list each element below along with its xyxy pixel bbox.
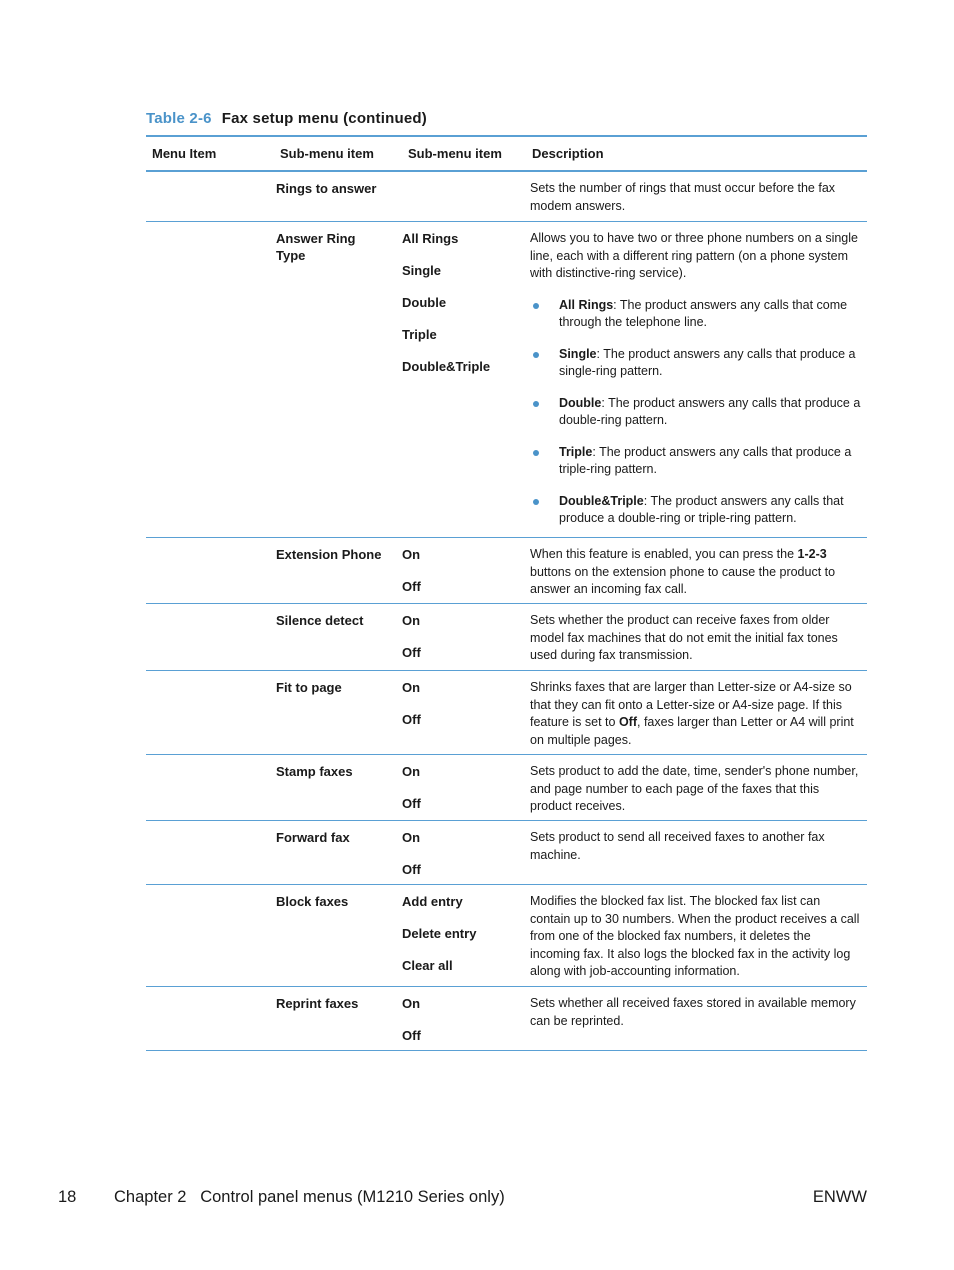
desc-part: When this feature is enabled, you can press the	[530, 547, 798, 561]
sub-menu-item: Rings to answer	[276, 181, 377, 196]
bullet-term: Double	[559, 395, 602, 410]
menu-item-cell	[146, 885, 274, 989]
header-description: Description	[532, 146, 604, 161]
bullet-text: : The product answers any calls that come through the telephone line.	[559, 297, 848, 329]
description-text	[530, 679, 861, 749]
page-number: 18	[58, 1188, 77, 1206]
footer-locale: ENWW	[812, 1188, 867, 1206]
sub-menu-options	[402, 671, 526, 754]
chapter-title: Chapter 2 Control panel menus (M1210 Series only)	[114, 1188, 505, 1206]
option: On	[402, 680, 421, 695]
option: All Rings	[402, 231, 459, 246]
header-sub-menu-item-1: Sub-menu item	[280, 146, 374, 161]
menu-item-cell	[146, 671, 274, 754]
option: Double	[402, 295, 447, 310]
option: Delete entry	[402, 926, 477, 941]
table-row	[146, 538, 867, 604]
bullet-list	[530, 297, 861, 528]
menu-item-cell	[146, 987, 274, 1059]
option: Off	[402, 1028, 421, 1043]
bullet-text: : The product answers any calls that produce a single-ring pattern.	[559, 346, 856, 378]
desc-part: Shrinks faxes that are larger than Letter-size or A4-size so that they can fit onto a Letter-size or A4-size page. If this feature is set to	[530, 680, 852, 729]
sub-menu-options	[402, 755, 526, 827]
sub-menu-item: Fit to page	[276, 680, 342, 695]
sub-menu-item: Silence detect	[276, 613, 364, 628]
option: Off	[402, 645, 421, 660]
header-sub-menu-item-2: Sub-menu item	[408, 146, 502, 161]
list-item	[530, 395, 861, 430]
option: Off	[402, 862, 421, 877]
option: On	[402, 613, 421, 628]
desc-emphasis: 1-2-3	[797, 547, 827, 561]
desc-part: buttons on the extension phone to cause the product to answer an incoming fax call.	[530, 564, 836, 596]
sub-menu-options	[402, 885, 526, 989]
bullet-term: Double&Triple	[559, 493, 644, 508]
bullet-icon	[533, 401, 539, 407]
sub-menu-item: Stamp faxes	[276, 764, 353, 779]
fax-setup-table	[146, 135, 867, 1051]
description	[526, 755, 867, 827]
header-menu-item: Menu Item	[152, 146, 217, 161]
table-number: Table 2-6	[146, 110, 212, 127]
bullet-icon	[533, 450, 539, 456]
table-row	[146, 671, 867, 755]
description-text: Sets whether all received faxes stored in available memory can be reprinted.	[530, 996, 856, 1028]
list-item	[530, 444, 861, 479]
sub-menu-item: Answer Ring Type	[276, 231, 356, 263]
option: On	[402, 547, 421, 562]
table-row	[146, 885, 867, 987]
description-text: Sets the number of rings that must occur before the fax modem answers.	[530, 181, 836, 213]
bullet-text: : The product answers any calls that produce a triple-ring pattern.	[559, 444, 852, 476]
description	[526, 172, 867, 221]
list-item	[530, 493, 861, 528]
menu-item-cell	[146, 172, 274, 221]
description-text: Modifies the blocked fax list. The blocked fax list can contain up to 30 numbers. When the product receives a call from one of the blocked fax numbers, it deletes the incoming fax. It also logs the blocked fax in the activity log along with job-accounting information.	[530, 894, 860, 978]
table-row	[146, 172, 867, 222]
option: Double&Triple	[402, 359, 491, 374]
option: On	[402, 996, 421, 1011]
option: Add entry	[402, 894, 463, 909]
description	[526, 604, 867, 676]
option: Single	[402, 263, 442, 278]
sub-menu-options	[402, 172, 526, 221]
option: Triple	[402, 327, 437, 342]
sub-menu-options	[402, 222, 526, 537]
description	[526, 222, 867, 537]
menu-item-cell	[146, 755, 274, 827]
list-item	[530, 297, 861, 332]
sub-menu-options	[402, 987, 526, 1059]
menu-item-cell	[146, 538, 274, 610]
description	[526, 538, 867, 610]
bullet-icon	[533, 352, 539, 358]
table-header-row	[146, 137, 867, 172]
sub-menu-options	[402, 604, 526, 676]
table-caption	[146, 110, 427, 127]
table-title: Fax setup menu (continued)	[221, 110, 427, 127]
bullet-term: Single	[559, 346, 597, 361]
description	[526, 987, 867, 1059]
option: Clear all	[402, 958, 453, 973]
bullet-icon	[533, 499, 539, 505]
description-text: Sets product to send all received faxes to another fax machine.	[530, 830, 825, 862]
list-item	[530, 346, 861, 381]
desc-emphasis: Off	[618, 715, 637, 729]
desc-part: , faxes larger than Letter or A4 will print on multiple pages.	[530, 715, 854, 747]
description-text: Sets product to add the date, time, sender's phone number, and page number to each page of the faxes that this product receives.	[530, 764, 859, 813]
option: Off	[402, 796, 421, 811]
option: On	[402, 764, 421, 779]
sub-menu-item: Block faxes	[276, 894, 349, 909]
sub-menu-item: Forward fax	[276, 830, 350, 845]
table-row	[146, 604, 867, 671]
sub-menu-options	[402, 821, 526, 893]
table-row	[146, 987, 867, 1051]
menu-item-cell	[146, 222, 274, 537]
option: Off	[402, 579, 421, 594]
sub-menu-options	[402, 538, 526, 610]
table-row	[146, 222, 867, 538]
description	[526, 885, 867, 989]
sub-menu-item: Reprint faxes	[276, 996, 359, 1011]
sub-menu-item: Extension Phone	[276, 547, 382, 562]
table-row	[146, 821, 867, 885]
option: Off	[402, 712, 421, 727]
bullet-icon	[533, 303, 539, 309]
description-text	[530, 546, 861, 599]
bullet-text: : The product answers any calls that produce a double-ring pattern.	[559, 395, 861, 427]
menu-item-cell	[146, 821, 274, 893]
option: On	[402, 830, 421, 845]
description-text: Allows you to have two or three phone numbers on a single line, each with a different ring pattern (on a phone system with distinctive-ring service).	[530, 231, 858, 280]
bullet-term: Triple	[559, 444, 593, 459]
bullet-term: All Rings	[559, 297, 614, 312]
description	[526, 821, 867, 893]
description	[526, 671, 867, 754]
description-text: Sets whether the product can receive faxes from older model fax machines that do not emit the initial fax tones used during fax transmission.	[530, 613, 838, 662]
table-row	[146, 755, 867, 821]
bullet-text: : The product answers any calls that produce a double-ring or triple-ring pattern.	[559, 493, 844, 525]
menu-item-cell	[146, 604, 274, 676]
